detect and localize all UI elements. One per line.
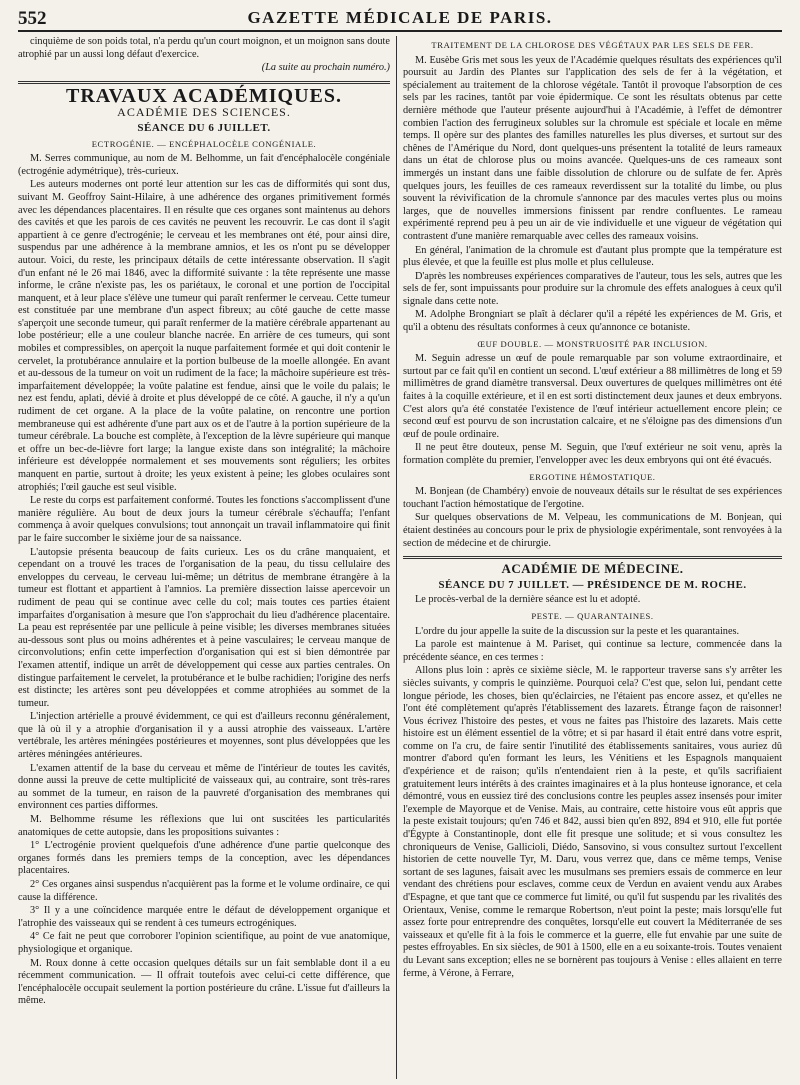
paragraph: L'examen attentif de la base du cerveau et même de l'intérieur de toutes les cavités, donne aussi la preuve de cette multiplicité de vaisseaux qui, au contraire, sont très-rares au sommet de la tumeur, en raison de la pauvreté d'organisation des membranes qui environnent ces parties difformes.	[18, 762, 390, 812]
paragraph: Il ne peut être douteux, pense M. Seguin, que l'œuf extérieur ne soit venu, après la formation complète du premier, l'envelopper avec les deux embryons qui ont été évacués.	[403, 442, 782, 466]
academy-heading: ACADÉMIE DE MÉDECINE.	[501, 561, 684, 577]
article-subheading: ŒUF DOUBLE. — MONSTRUOSITÉ PAR INCLUSION.	[477, 338, 708, 349]
paragraph: 2° Ces organes ainsi suspendus n'acquièrent pas la forme et le volume ordinaire, ce qui cause la différence.	[18, 879, 390, 903]
paragraph: L'autopsie présenta beaucoup de faits curieux. Les os du crâne manquaient, et cependant on a trouvé les traces de l'organisation de la peau, du tissu cellulaire des enveloppes du cerveau, le cerveau lui-même; un détritus de membrane étrangère à la tumeur est flottant et appartient à l'amnios. La première dissection laisse apercevoir un rudiment de peau qui se continue avec celle du col; mais toutes ces parties étaient imparfaites d'organisation à mesure que l'on s'approchait du lieu d'adhérence placentaire. La peau est représentée par une pellicule à peine visible; les diverses membranes situées au-dessous sont plus ou moins adhérentes et à peine vasculaires; le cerveau manque de circonvolutions; enfin cette imperfection d'organisation qui est si bien démontrée par l'examen attentif, indique un arrêt de développement qui cesse aux parties centrales. On distingue parfaitement le cervelet, la protubérance et le bulbe rachidien; l'origine des nerfs est distincte; les artères sont peu développées et comme atrophiées au sommet de la tumeur.	[18, 546, 390, 709]
paragraph: En général, l'animation de la chromule est d'autant plus prompte que la température est plus élevée, et que la feuille est plus molle et plus celluleuse.	[403, 244, 782, 269]
section-rule	[403, 556, 782, 559]
paragraph: Sur quelques observations de M. Velpeau, les communications de M. Bonjean, qui étaient destinées au concours pour le prix de physiologie expérimentale, sont renvoyées à la section de médecine et de chirurgie.	[403, 512, 782, 549]
article-subheading: TRAITEMENT DE LA CHLOROSE DES VÉGÉTAUX PAR LES SELS DE FER.	[431, 40, 754, 50]
paragraph: M. Serres communique, au nom de M. Belhomme, un fait d'encéphalocèle congéniale (ectrogénie adymétrique), très-curieux.	[18, 153, 390, 177]
minutes-line: Le procès-verbal de la dernière séance est lu et adopté.	[415, 594, 641, 606]
left-column	[18, 36, 390, 1079]
session-heading: SÉANCE DU 6 JUILLET.	[137, 121, 271, 134]
right-column	[403, 36, 782, 1079]
paragraph: Le reste du corps est parfaitement conformé. Toutes les fonctions s'accomplissent d'une manière régulière. Au bout de deux jours la tumeur cérébrale s'échauffa; l'enfant commença à avoir quelques convulsions; tout annonçait un travail inflammatoire qui finit par le faire succomber le sixième jour de sa naissance.	[18, 495, 390, 544]
paragraph: M. Belhomme résume les réflexions que lui ont suscitées les particularités anatomiques de cette autopsie, dans les propositions suivantes :	[18, 814, 390, 838]
section-title: TRAVAUX ACADÉMIQUES.	[66, 84, 342, 107]
section-rule	[18, 81, 390, 84]
paragraph: M. Eusèbe Gris met sous les yeux de l'Académie quelques résultats des expériences qu'il poursuit au Jardin des Plantes sur l'application des sels de fer à la végétation, et spécialement au traitement de la chlorose végétale. Tantôt il provoque l'absorption de ces sels par les racines, tantôt par voie épidermique. Ce sont les résultats obtenus par cette dernière méthode que l'auteur présente aujourd'hui à l'Académie, à l'effet de démontrer combien l'action des ferrugineux solubles sur la chromule est spéciale et locale en même temps. Il opère sur des plantes des familles naturelles les plus diverses, et surtout sur des chênes de l'Amérique du Nord, dont quelques-uns présentent la totalité de leurs rameaux dans un état de chlorose plus ou moins avancée. Quelques-uns de ces rameaux sont immergés un instant dans une faible dissolution de chlorure ou de sulfate de fer. Après quelques jours, les feuilles de ces rameaux reverdissent sur la totalité du limbe, ou plus souvent la révivification de la chromule s'annonce par des macules vertes plus ou moins larges, que de nouvelles immersions finissent par rendre confluentes. Le rameau expérimenté reprend peu à peu un air de vie individuelle et une vigueur de végétation qui contrastent d'une manière remarquable avec celles des rameaux voisins.	[403, 54, 782, 242]
article-body	[18, 153, 390, 1008]
intro-paragraph: cinquième de son poids total, n'a perdu qu'un court moignon, et un moignon sans doute atrophié par un aussi long défaut d'exercice.	[18, 36, 390, 60]
academy-heading: ACADÉMIE DES SCIENCES.	[117, 105, 291, 120]
paragraph: M. Adolphe Brongniart se plaît à déclarer qu'il a répété les expériences de M. Gris, et qu'il a obtenu des résultats conformes à ceux qu'annonce ce botaniste.	[403, 309, 782, 334]
column-divider	[396, 36, 397, 1079]
paragraph: M. Seguin adresse un œuf de poule remarquable par son volume extraordinaire, et surtout par ce fait qu'il en contient un second. L'œuf extérieur a 88 millimètres de long et 59 millimètres de grand diamètre transversal. Deux ouvertures de quelques millimètres ont été faites à la coquille extérieure, et il en est sorti distinctement deux jaunes et deux embryons. C'est alors qu'a été constatée l'existence de l'œuf intérieur actuellement encore plein; ce second œuf est pourvu de son incrustation calcaire, et ne s'éloigne pas des dimensions d'un œuf de poule ordinaire.	[403, 353, 782, 440]
article-subheading: ECTROGÉNIE. — ENCÉPHALOCÈLE CONGÉNIALE.	[91, 138, 317, 149]
paragraph: M. Bonjean (de Chambéry) envoie de nouveaux détails sur le résultat de ses expériences touchant l'action hémostatique de l'ergotine.	[403, 486, 782, 510]
paragraph: M. Roux donne à cette occasion quelques détails sur un fait semblable dont il a eu récemment communication. — Il offrait toutefois avec celui-ci cette différence, que l'encéphalocèle occupait seulement la portion postérieure du crâne. L'issue fut d'ailleurs la même.	[18, 957, 390, 1007]
paragraph: 3° Il y a une coïncidence marquée entre le défaut de développement organique et l'atrophie des vaisseaux qui se rendent à ces tumeurs ectrogéniques.	[18, 905, 390, 929]
to-be-continued-note: (La suite au prochain numéro.)	[261, 62, 390, 74]
paragraph: L'injection artérielle a prouvé évidemment, ce qui est d'ailleurs reconnu généralement, que là où il y a atrophie d'organisation il y a aussi atrophie des vaisseaux. L'artère vertébrale, les artères méningées postérieures et moyennes, sont plus développées que les artères méningées antérieures.	[18, 711, 390, 761]
page-number: 552	[18, 8, 47, 29]
paragraph: D'après les nombreuses expériences comparatives de l'auteur, tous les sels, autres que les sels de fer, sont impuissants pour produire sur la chromule des effets analogues à ceux qu'il signale dans cette note.	[403, 270, 782, 307]
paragraph: 4° Ce fait ne peut que corroborer l'opinion scientifique, au point de vue anatomique, physiologique et organique.	[18, 931, 390, 955]
session-heading: SÉANCE DU 7 JUILLET. — PRÉSIDENCE DE M. ROCHE.	[438, 578, 747, 591]
article-subheading: ERGOTINE HÉMOSTATIQUE.	[529, 471, 656, 482]
paragraph: Les auteurs modernes ont porté leur attention sur les cas de difformités qui sont dus, suivant M. Geoffroy Saint-Hilaire, à une adhérence des organes primitivement formés avec les dépendances placentaires. Il en résulte que ces organes sont maintenus au dehors des cavités et que les parois de ces cavités ne peuvent les recouvrir. Le cas dont il s'agit appartient à ce genre d'ectrogénie; le cerveau et les membranes ont été, pour ainsi dire, suspendus par une adhérence à la membrane amnios, et les os n'ont pu se développer autour. Voici, du reste, les principaux détails de cette intéressante observation. Il s'agit d'un enfant né le 26 mai 1846, avec la difformité suivante : la tête représente une masse informe, le crâne n'existe pas, les os pariétaux, le coronal et une portion de l'occipital manquent, et à leur place s'élève une tumeur qui paraît renfermer le cerveau. Cette tumeur est constituée par une membrane d'un aspect fibreux; au côté gauche de cette masse s'aperçoit une seconde tumeur, qui paraît renfermer de la matière cérébrale appartenant au lobe postérieur; elle a une couleur blanche nacrée. En arrière de ces tumeurs, qui sont mobiles et compressibles, on aperçoit la nuque parfaitement formée et qui doit contenir le cervelet, la protubérance annulaire et la portion bulbeuse de la moelle allongée. En avant et au-dessous de la tumeur on voit un rudiment de la face; la mâchoire supérieure est très-imparfaitement développée; la voûte palatine est fendue, ainsi que le voile du palais; le nez est fendu, aplati, dévié à droite et plus développé de ce côté. A gauche, il n'y a qu'un rudiment de cet organe. A la place de la voûte palatine, on rencontre une portion membraneuse qui est adhérente d'une part aux os et de l'autre à la portion supérieure de la tumeur cérébrale. La bouche est complète, à l'exception de la lèvre supérieure qui manque et offre un bec-de-lièvre fort large; la langue existe dans son intégralité; la mâchoire inférieure est développée normalement et ses mouvements sont réguliers; les orbites manquent en partie, surtout à droite; les yeux existent à peine; les globes oculaires sont atrophiés; l'œil gauche est seul visible.	[18, 179, 390, 493]
paragraph: La parole est maintenue à M. Pariset, qui continue sa lecture, commencée dans la précédente séance, en ces termes :	[403, 639, 782, 663]
paragraph: L'ordre du jour appelle la suite de la discussion sur la peste et les quarantaines.	[415, 625, 740, 637]
running-title: GAZETTE MÉDICALE DE PARIS.	[247, 8, 553, 27]
paragraph: 1° L'ectrogénie provient quelquefois d'une adhérence d'une partie quelconque des organes formés dans les premiers temps de la conception, avec les dépendances placentaires.	[18, 840, 390, 877]
paragraph: Allons plus loin : après ce sixième siècle, M. le rapporteur traverse sans s'y arrêter les siècles suivants, y compris le quinzième. Pourquoi cela? C'est que, selon lui, pendant cette longue période, les choses, bien qu'éclaircies, ne l'étaient pas encore assez, et qu'elles ne l'ont été complètement qu'après l'établissement des lazarets. Étrange façon de raisonner! Vous écrivez l'histoire des pestes, et vous ne faites pas l'histoire des lazarets. Mais cette histoire est un élément essentiel de la vôtre; et si par hasard il était entré dans votre esprit, comme on l'a cru, de faire sentir l'inutilité des établissements sanitaires, vous auriez dû montrer d'abord qu'en formant les leurs, les Vénitiens et les Espagnols manquaient d'expérience et de raison; qu'ils n'entendaient rien à la peste, et qu'ils sacrifiaient gratuitement leurs intérêts à des craintes imaginaires et à la plus honteuse ignorance, et cela démontré, vous en eussiez tiré des conclusions contre les peuples assez insensés pour imiter l'exemple de Mayorque et de Venise. Mais, au contraire, cette histoire vous eût appris que la peste existait toujours; qu'en 746 et 842, aussi bien qu'en 892, 894 et 910, elle fut portée d'Égypte à Constantinople, dont elle fit presque une solitude; et si vous consultez les chroniqueurs de Venise, Gallicioli, Diédo, Sansovino, si vous consultez surtout l'excellent historien de cette nouvelle Tyr, M. Daru, vous verrez que, dans ce même temps, Venise sortant de ses lagunes, faisait avec les musulmans ses premiers essais de commerce en leur vendant des chrétiens pour esclaves, comme ceux de Verdun en avaient vendu aux Arabes d'Espagne, et que tant que ce commerce fut limité, ou qu'il fut suspendu par les rivalités des Orientaux, Venise, comme le remarque Robertson, n'eut point la peste; mais lorsqu'elle fut assez forte pour entreprendre des conquêtes, lorsqu'elle eut couvert la Méditerranée de ses vaisseaux et qu'elle fit à la fois le commerce et la guerre, elle fut envahie par une suite de pestes effroyables. En six siècles, de 901 à 1500, elle en a eu soixante-trois. Toutes venaient du Levant sans exception; elles ne se bornèrent pas toujours à Venise : elles allaient en terre ferme, à Vérone, à Ferrare,	[403, 665, 782, 979]
page-header	[18, 8, 782, 32]
article-subheading: PESTE. — QUARANTAINES.	[531, 610, 654, 621]
